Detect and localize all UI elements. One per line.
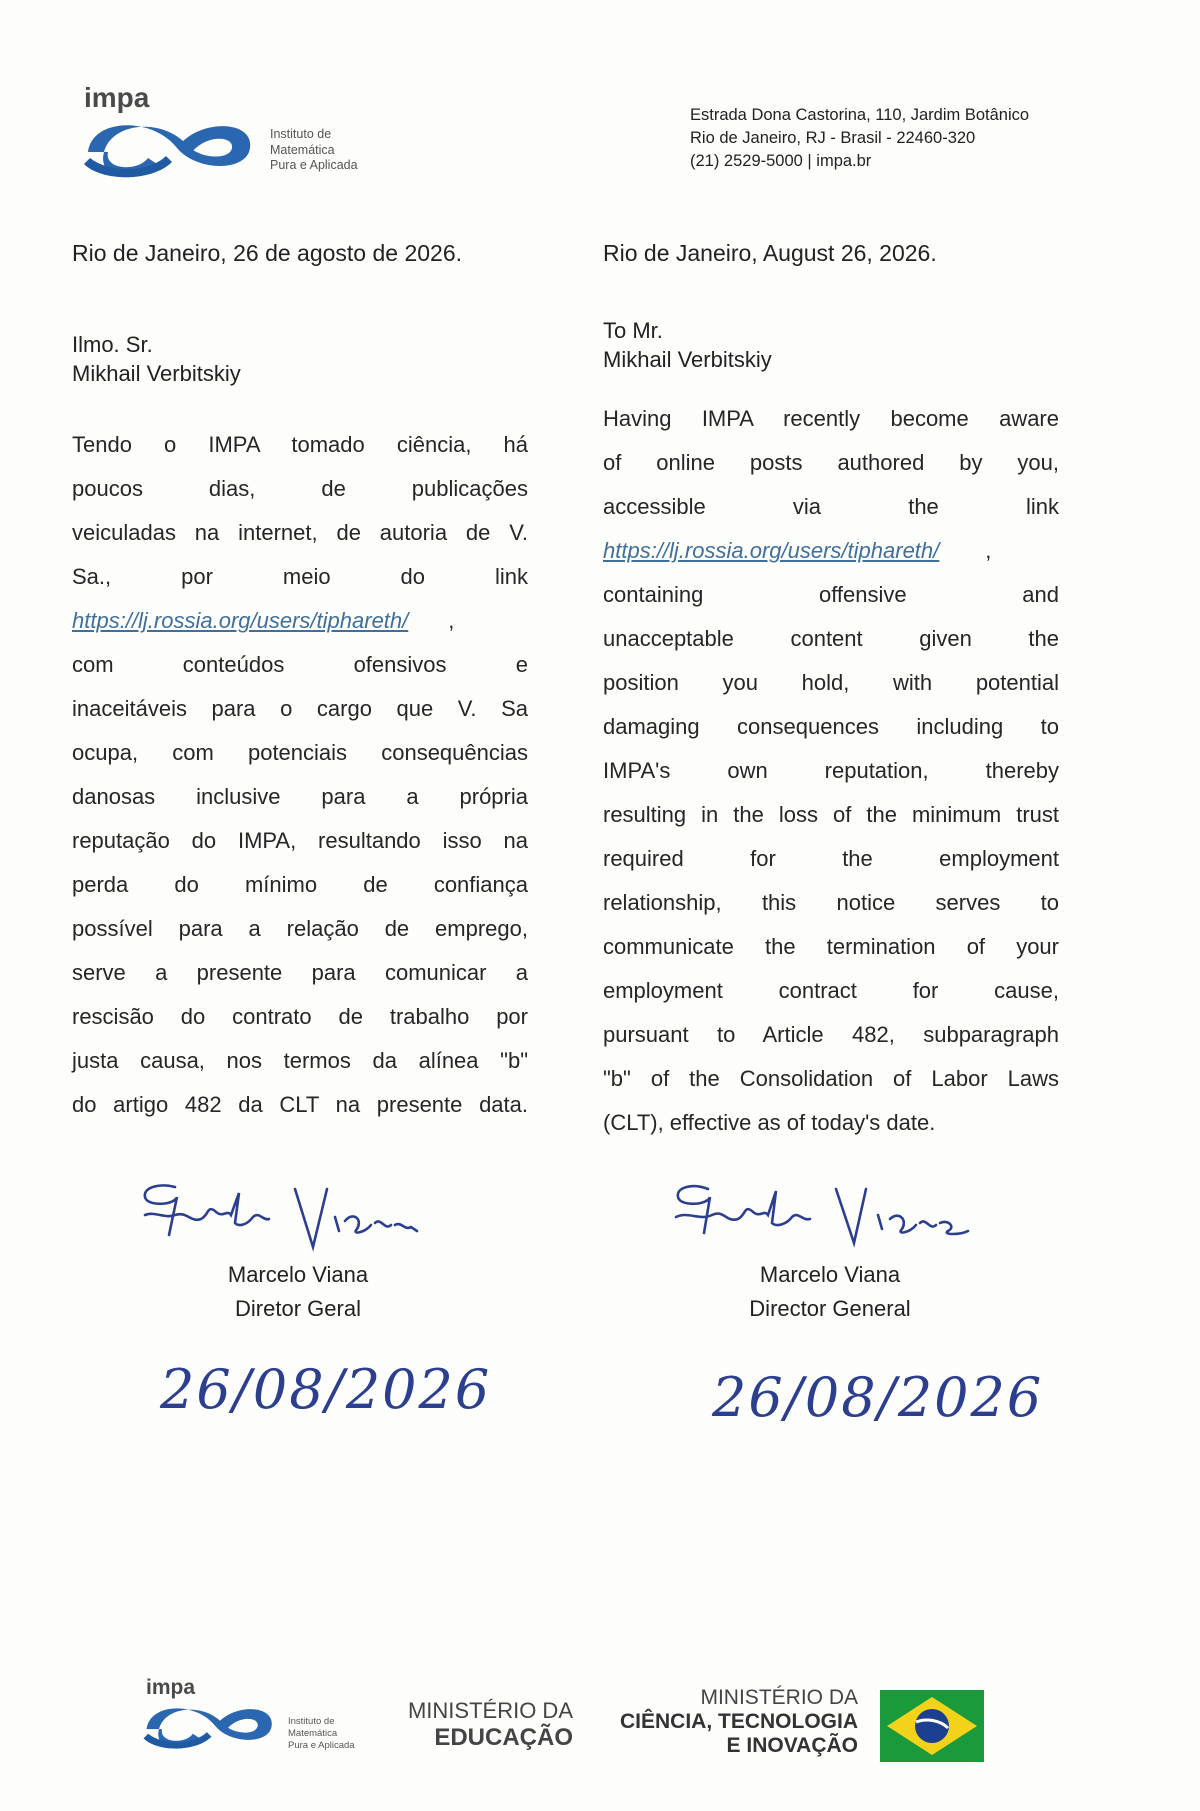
handwritten-date-en: 26/08/2026 [712,1366,1044,1429]
logo-sub-line: Pura e Aplicada [270,158,358,173]
signer-block-en [660,1258,1000,1326]
body-text-pt [72,423,528,1127]
text-line: inaceitáveis para o cargo que V. Sa [72,696,528,721]
text-line: veiculadas na internet, de autoria de V. [72,520,528,545]
text-line: IMPA's own reputation, thereby [603,758,1059,783]
body-text-en [603,397,1059,1145]
text-line: danosas inclusive para a própria [72,784,528,809]
text-line: https://lj.rossia.org/users/tiphareth/ , [603,538,992,563]
text-line: communicate the termination of your [603,934,1059,959]
address-line: (21) 2529-5000 | impa.br [690,152,872,170]
profile-link[interactable]: https://lj.rossia.org/users/tiphareth/ [603,538,940,563]
mcti-line: E INOVAÇÃO [726,1734,858,1757]
logo-sub-line: Pura e Aplicada [288,1739,355,1751]
text-line: serve a presente para comunicar a [72,960,528,985]
profile-link[interactable]: https://lj.rossia.org/users/tiphareth/ [72,608,409,633]
text-line: rescisão do contrato de trabalho por [72,1004,528,1029]
signer-title: Diretor Geral [235,1296,361,1321]
text-line: poucos dias, de publicações [72,476,528,501]
addressee-pt [72,330,241,388]
date-en: Rio de Janeiro, August 26, 2026. [603,240,937,266]
mcti-line: CIÊNCIA, TECNOLOGIA [619,1710,858,1733]
logo-subtitle [288,1716,355,1752]
text-line: possível para a relação de emprego, [72,916,528,941]
handwritten-signature-pt [135,1175,455,1265]
handwritten-date-pt: 26/08/2026 [160,1358,492,1421]
text-line: accessible via the link [603,494,1059,519]
handwritten-signature-en [668,1175,1008,1265]
recipient-name: Mikhail Verbitskiy [72,361,241,386]
text-line: Tendo o IMPA tomado ciência, há [72,432,528,457]
text-line: unacceptable content given the [603,626,1059,651]
text-line: do artigo 482 da CLT na presente data. [72,1092,528,1117]
text-line: reputação do IMPA, resultando isso na [72,828,528,853]
text-line: resulting in the loss of the minimum trust [603,802,1059,827]
text-line: https://lj.rossia.org/users/tiphareth/ , [72,608,455,633]
text-line: com conteúdos ofensivos e [72,652,528,677]
signer-name: Marcelo Viana [227,1262,369,1287]
signer-block-pt [128,1258,468,1326]
logo-wordmark: impa [84,82,150,113]
text-line: of online posts authored by you, [603,450,1059,475]
header-logo [82,82,382,182]
logo-sub-line: Instituto de [288,1716,335,1727]
brazil-flag-icon [880,1690,984,1762]
address-line: Estrada Dona Castorina, 110, Jardim Botânico [690,106,1030,124]
logo-wordmark: impa [146,1676,196,1699]
text-line: perda do mínimo de confiança [72,872,528,897]
text-line: relationship, this notice serves to [603,890,1059,915]
institution-address [690,104,1029,173]
impa-logo-icon [82,112,257,184]
text-line: (CLT), effective as of today's date. [603,1110,936,1135]
text-line: damaging consequences including to [603,714,1059,739]
mcti-line: MINISTÉRIO DA [700,1686,858,1709]
addressee-en [603,316,772,374]
text-line: "b" of the Consolidation of Labor Laws [603,1066,1059,1091]
mec-line: EDUCAÇÃO [434,1724,573,1751]
logo-sub-line: Matemática [288,1727,338,1739]
text-line: Sa., por meio do link [72,564,528,589]
salutation: Ilmo. Sr. [72,332,153,357]
footer-logo [142,1676,382,1776]
salutation: To Mr. [603,318,663,343]
text-line: ocupa, com potenciais consequências [72,740,528,765]
logo-subtitle [270,127,358,174]
address-line: Rio de Janeiro, RJ - Brasil - 22460-320 [690,129,976,147]
date-pt: Rio de Janeiro, 26 de agosto de 2026. [72,240,463,266]
logo-sub-line: Matemática [270,142,335,157]
mcti-logo [590,1686,858,1758]
impa-logo-icon [142,1698,277,1754]
mec-logo [398,1698,573,1752]
text-line: employment contract for cause, [603,978,1059,1003]
recipient-name: Mikhail Verbitskiy [603,347,772,372]
text-line: Having IMPA recently become aware [603,406,1059,431]
text-line: pursuant to Article 482, subparagraph [603,1022,1059,1047]
text-line: position you hold, with potential [603,670,1059,695]
mec-line: MINISTÉRIO DA [407,1698,573,1723]
signer-name: Marcelo Viana [759,1262,901,1287]
logo-sub-line: Instituto de [270,127,332,141]
text-line: justa causa, nos termos da alínea "b" [72,1048,528,1073]
text-line: required for the employment [603,846,1059,871]
signer-title: Director General [749,1296,911,1321]
text-line: containing offensive and [603,582,1059,607]
